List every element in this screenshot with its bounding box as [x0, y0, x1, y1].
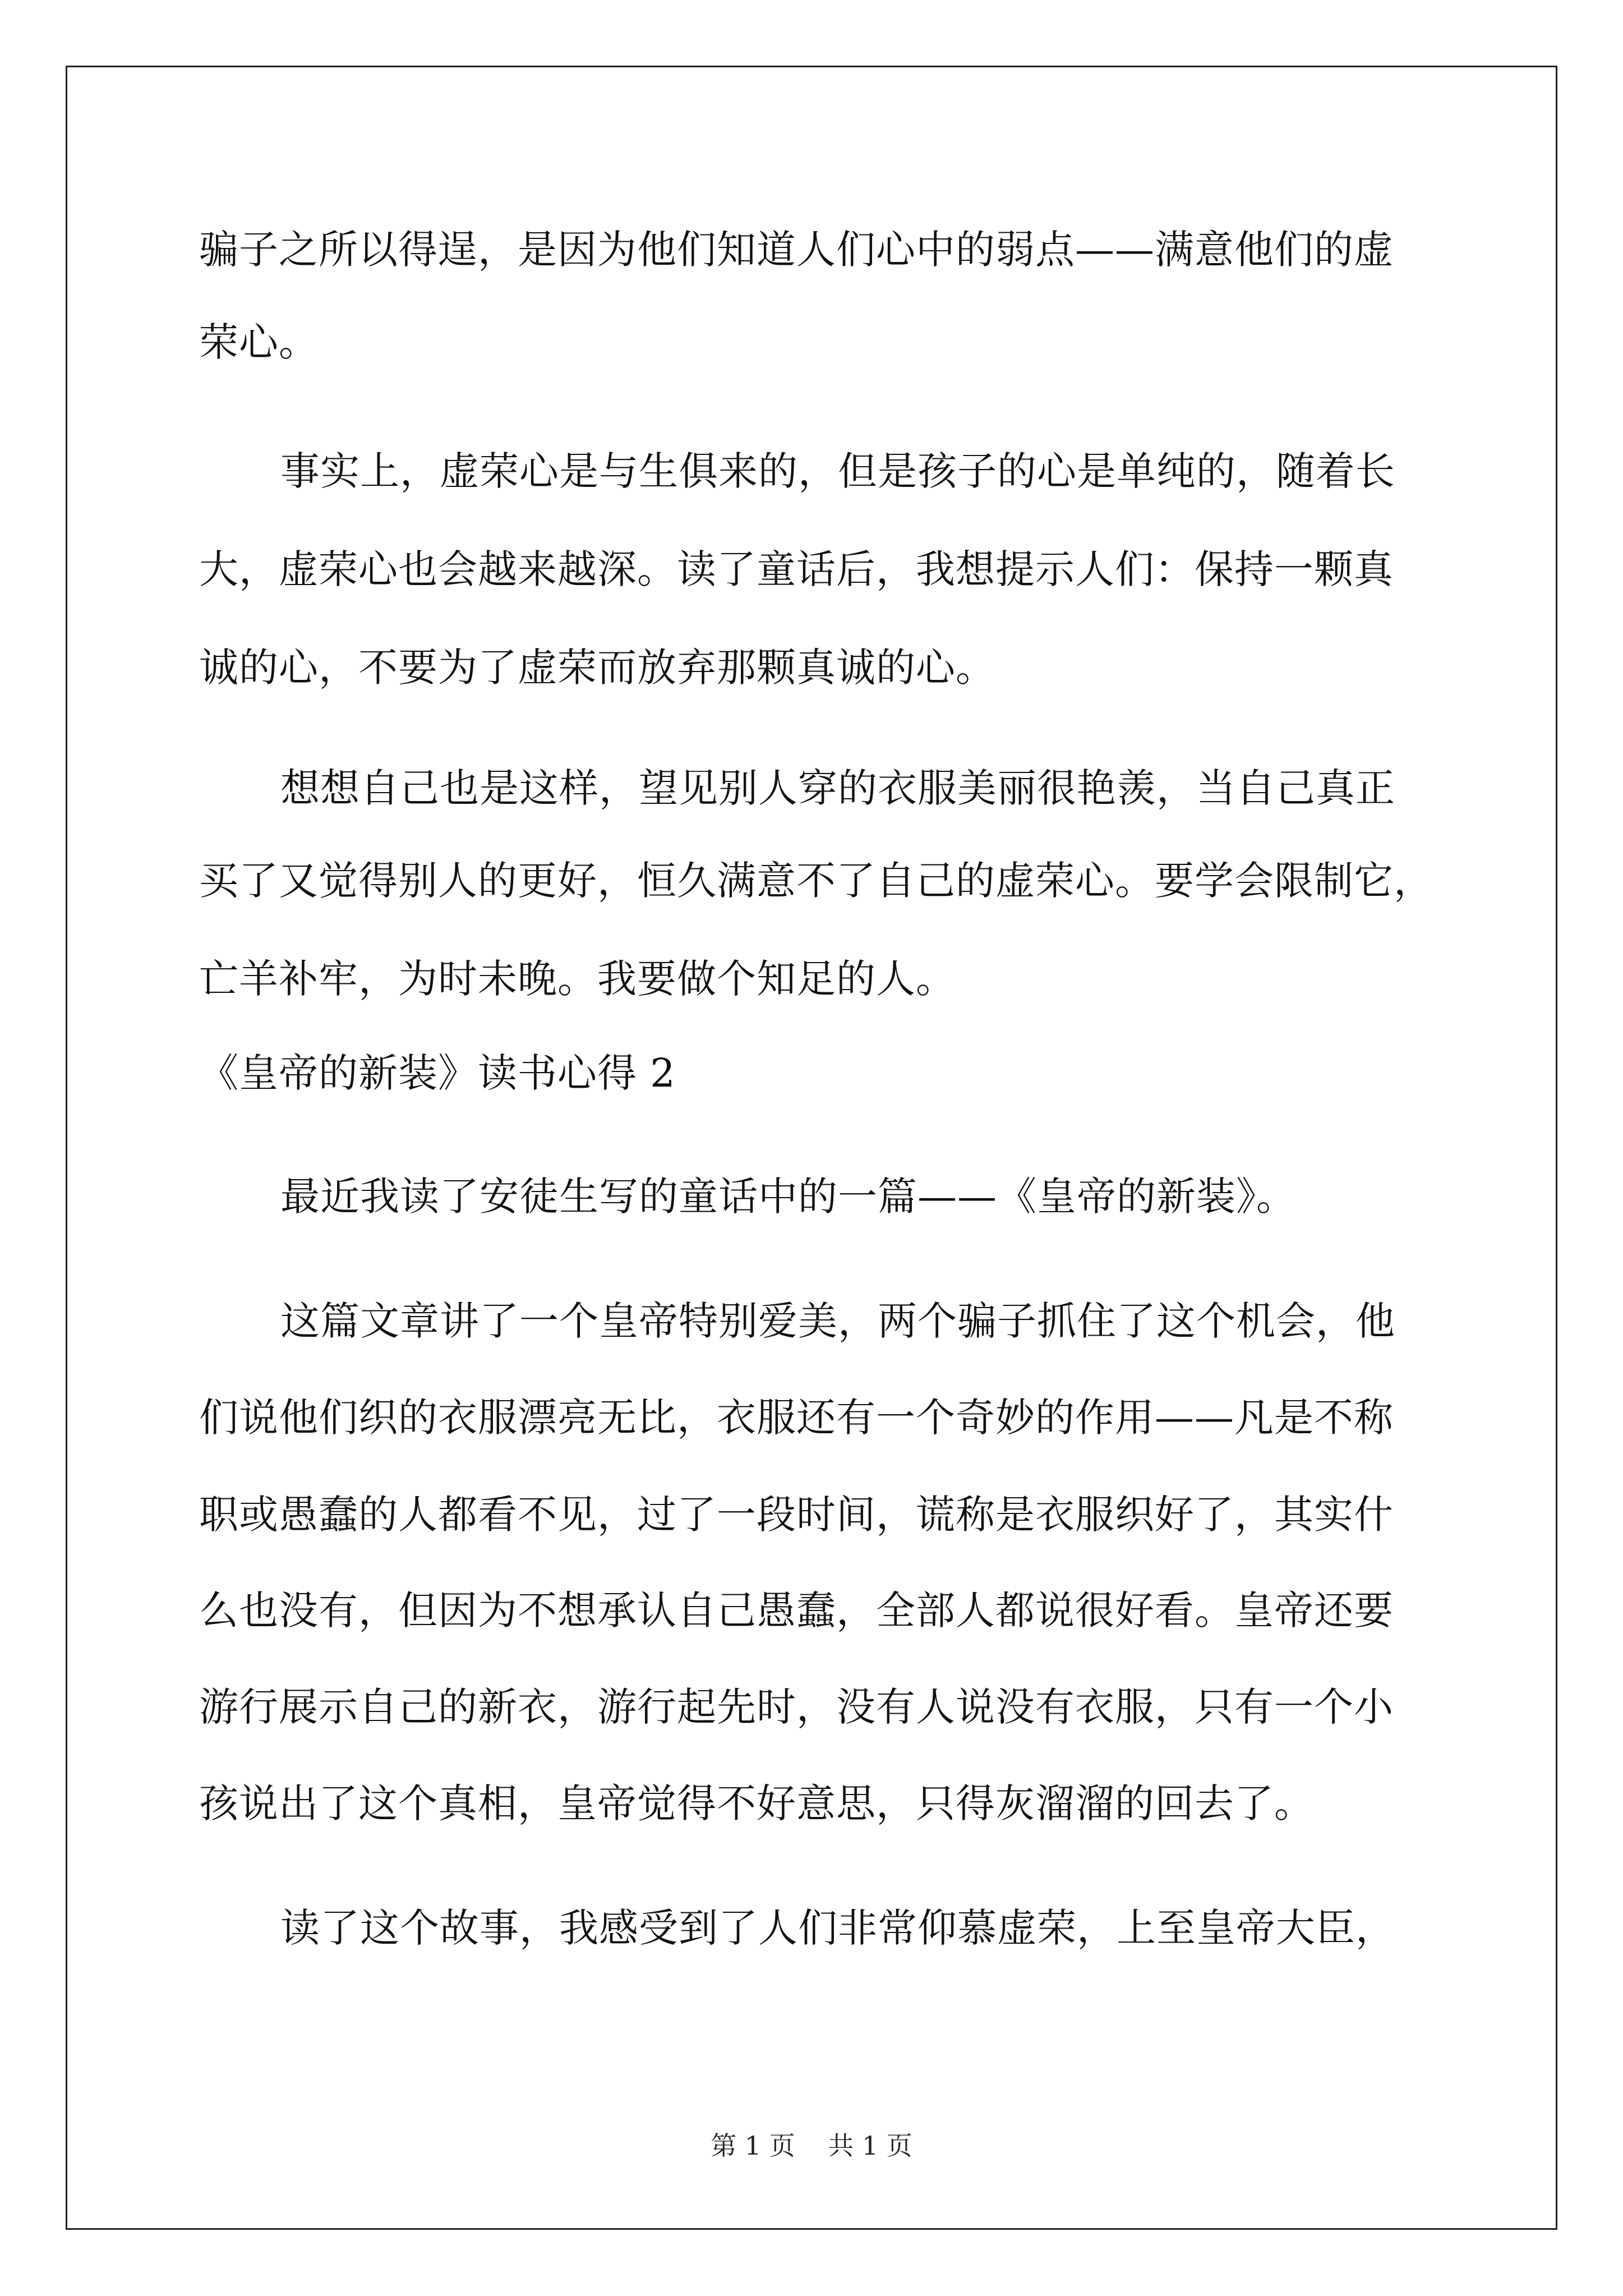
paragraph-line: 们说他们织的衣服漂亮无比，衣服还有一个奇妙的作用——凡是不称	[199, 1395, 1394, 1441]
paragraph-line: 荣心。	[199, 319, 319, 365]
paragraph-line: 孩说出了这个真相，皇帝觉得不好意思，只得灰溜溜的回去了。	[199, 1780, 1314, 1826]
paragraph-line: 大，虚荣心也会越来越深。读了童话后，我想提示人们：保持一颗真	[199, 546, 1394, 592]
paragraph-line: 游行展示自己的新衣，游行起先时，没有人说没有衣服，只有一个小	[199, 1684, 1394, 1730]
paragraph-line: 亡羊补牢，为时未晚。我要做个知足的人。	[199, 956, 956, 1002]
paragraph-line: 么也没有，但因为不想承认自己愚蠢，全部人都说很好看。皇帝还要	[199, 1588, 1394, 1634]
paragraph-line: 职或愚蠢的人都看不见，过了一段时间，谎称是衣服织好了，其实什	[199, 1492, 1394, 1538]
paragraph-line: 事实上，虚荣心是与生俱来的，但是孩子的心是单纯的，随着长	[280, 448, 1395, 494]
paragraph-line: 这篇文章讲了一个皇帝特别爱美，两个骗子抓住了这个机会，他	[280, 1298, 1395, 1344]
paragraph-line: 想想自己也是这样，望见别人穿的衣服美丽很艳羡，当自己真正	[280, 765, 1395, 811]
paragraph-line: 读了这个故事，我感受到了人们非常仰慕虚荣，上至皇帝大臣，	[280, 1905, 1395, 1951]
page-footer: 第 1 页 共 1 页	[711, 2131, 912, 2161]
section-heading: 《皇帝的新装》读书心得 2	[199, 1050, 676, 1096]
paragraph-line: 最近我读了安徒生写的童话中的一篇——《皇帝的新装》。	[280, 1174, 1296, 1220]
paragraph-line: 诚的心，不要为了虚荣而放弃那颗真诚的心。	[199, 645, 995, 691]
paragraph-line: 骗子之所以得逞，是因为他们知道人们心中的弱点——满意他们的虚	[199, 227, 1394, 273]
paragraph-line: 买了又觉得别人的更好，恒久满意不了自己的虚荣心。要学会限制它，	[199, 858, 1433, 904]
